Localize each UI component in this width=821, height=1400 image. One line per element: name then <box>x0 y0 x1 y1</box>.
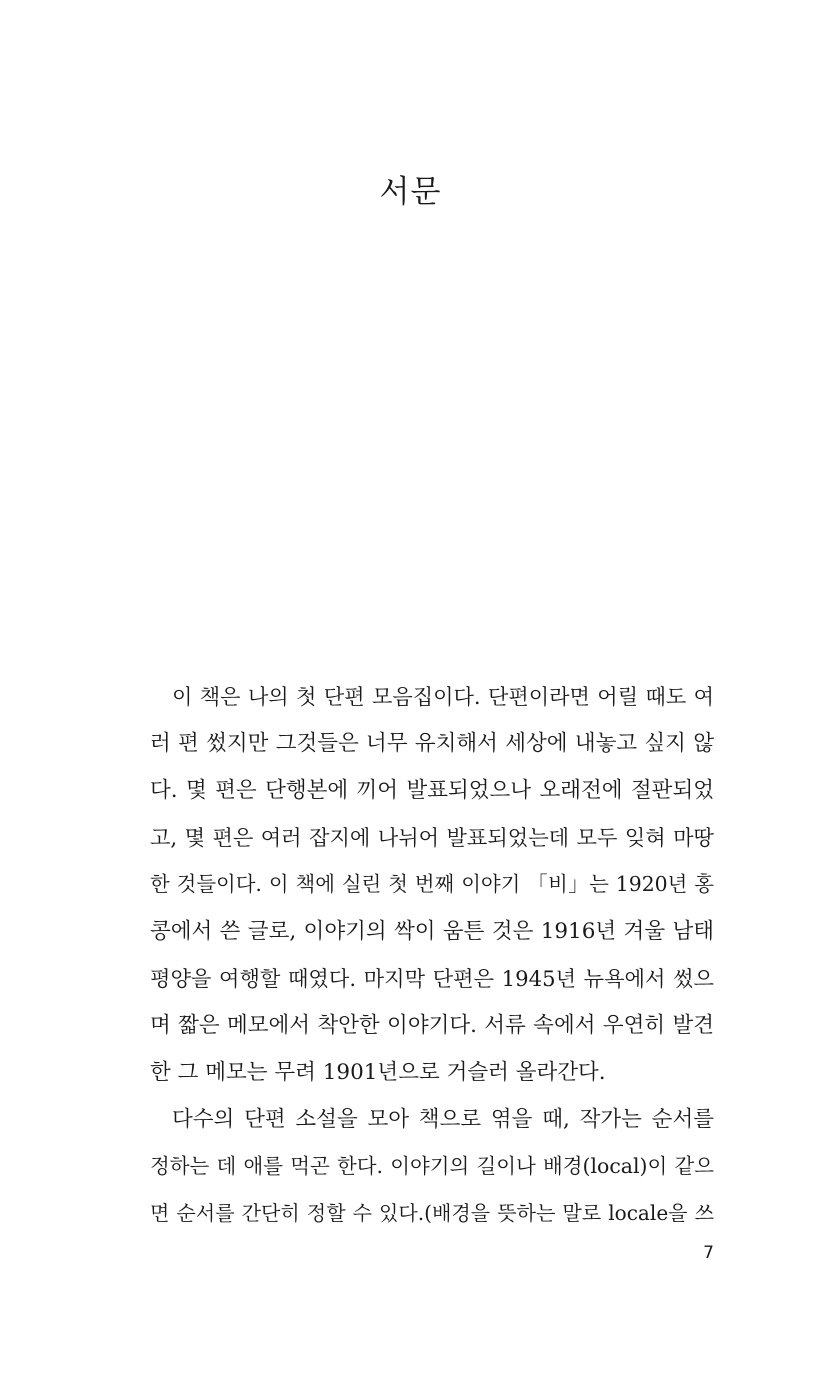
body-text <box>150 673 714 1237</box>
paragraph-line: 정하는 데 애를 먹곤 한다. 이야기의 길이나 배경(local)이 같으 <box>150 1154 714 1178</box>
paragraph-line: 콩에서 쓴 글로, 이야기의 싹이 움튼 것은 1916년 겨울 남태 <box>150 919 714 944</box>
paragraph-line: 고, 몇 편은 여러 잡지에 나뉘어 발표되었는데 모두 잊혀 마땅 <box>150 825 714 850</box>
paragraph-line: 한 그 메모는 무려 1901년으로 거슬러 올라간다. <box>150 1060 606 1085</box>
paragraph-line: 러 편 썼지만 그것들은 너무 유치해서 세상에 내놓고 싶지 않 <box>150 731 714 756</box>
paragraph-line: 이 책은 나의 첫 단편 모음집이다. 단편이라면 어릴 때도 여 <box>172 684 714 709</box>
paragraph-line: 며 짧은 메모에서 착안한 이야기다. 서류 속에서 우연히 발견 <box>150 1013 714 1038</box>
paragraph-line: 다수의 단편 소설을 모아 책으로 엮을 때, 작가는 순서를 <box>172 1107 714 1132</box>
page-number: 7 <box>703 1243 714 1263</box>
paragraph-line: 면 순서를 간단히 정할 수 있다.(배경을 뜻하는 말로 locale을 쓰 <box>150 1201 714 1225</box>
paragraph-line: 다. 몇 편은 단행본에 끼어 발표되었으나 오래전에 절판되었 <box>150 778 714 803</box>
paragraph-line: 한 것들이다. 이 책에 실린 첫 번째 이야기 「비」는 1920년 홍 <box>150 872 714 896</box>
chapter-title: 서문 <box>379 174 442 210</box>
paragraph-line: 평양을 여행할 때였다. 마지막 단편은 1945년 뉴욕에서 썼으 <box>150 966 714 991</box>
